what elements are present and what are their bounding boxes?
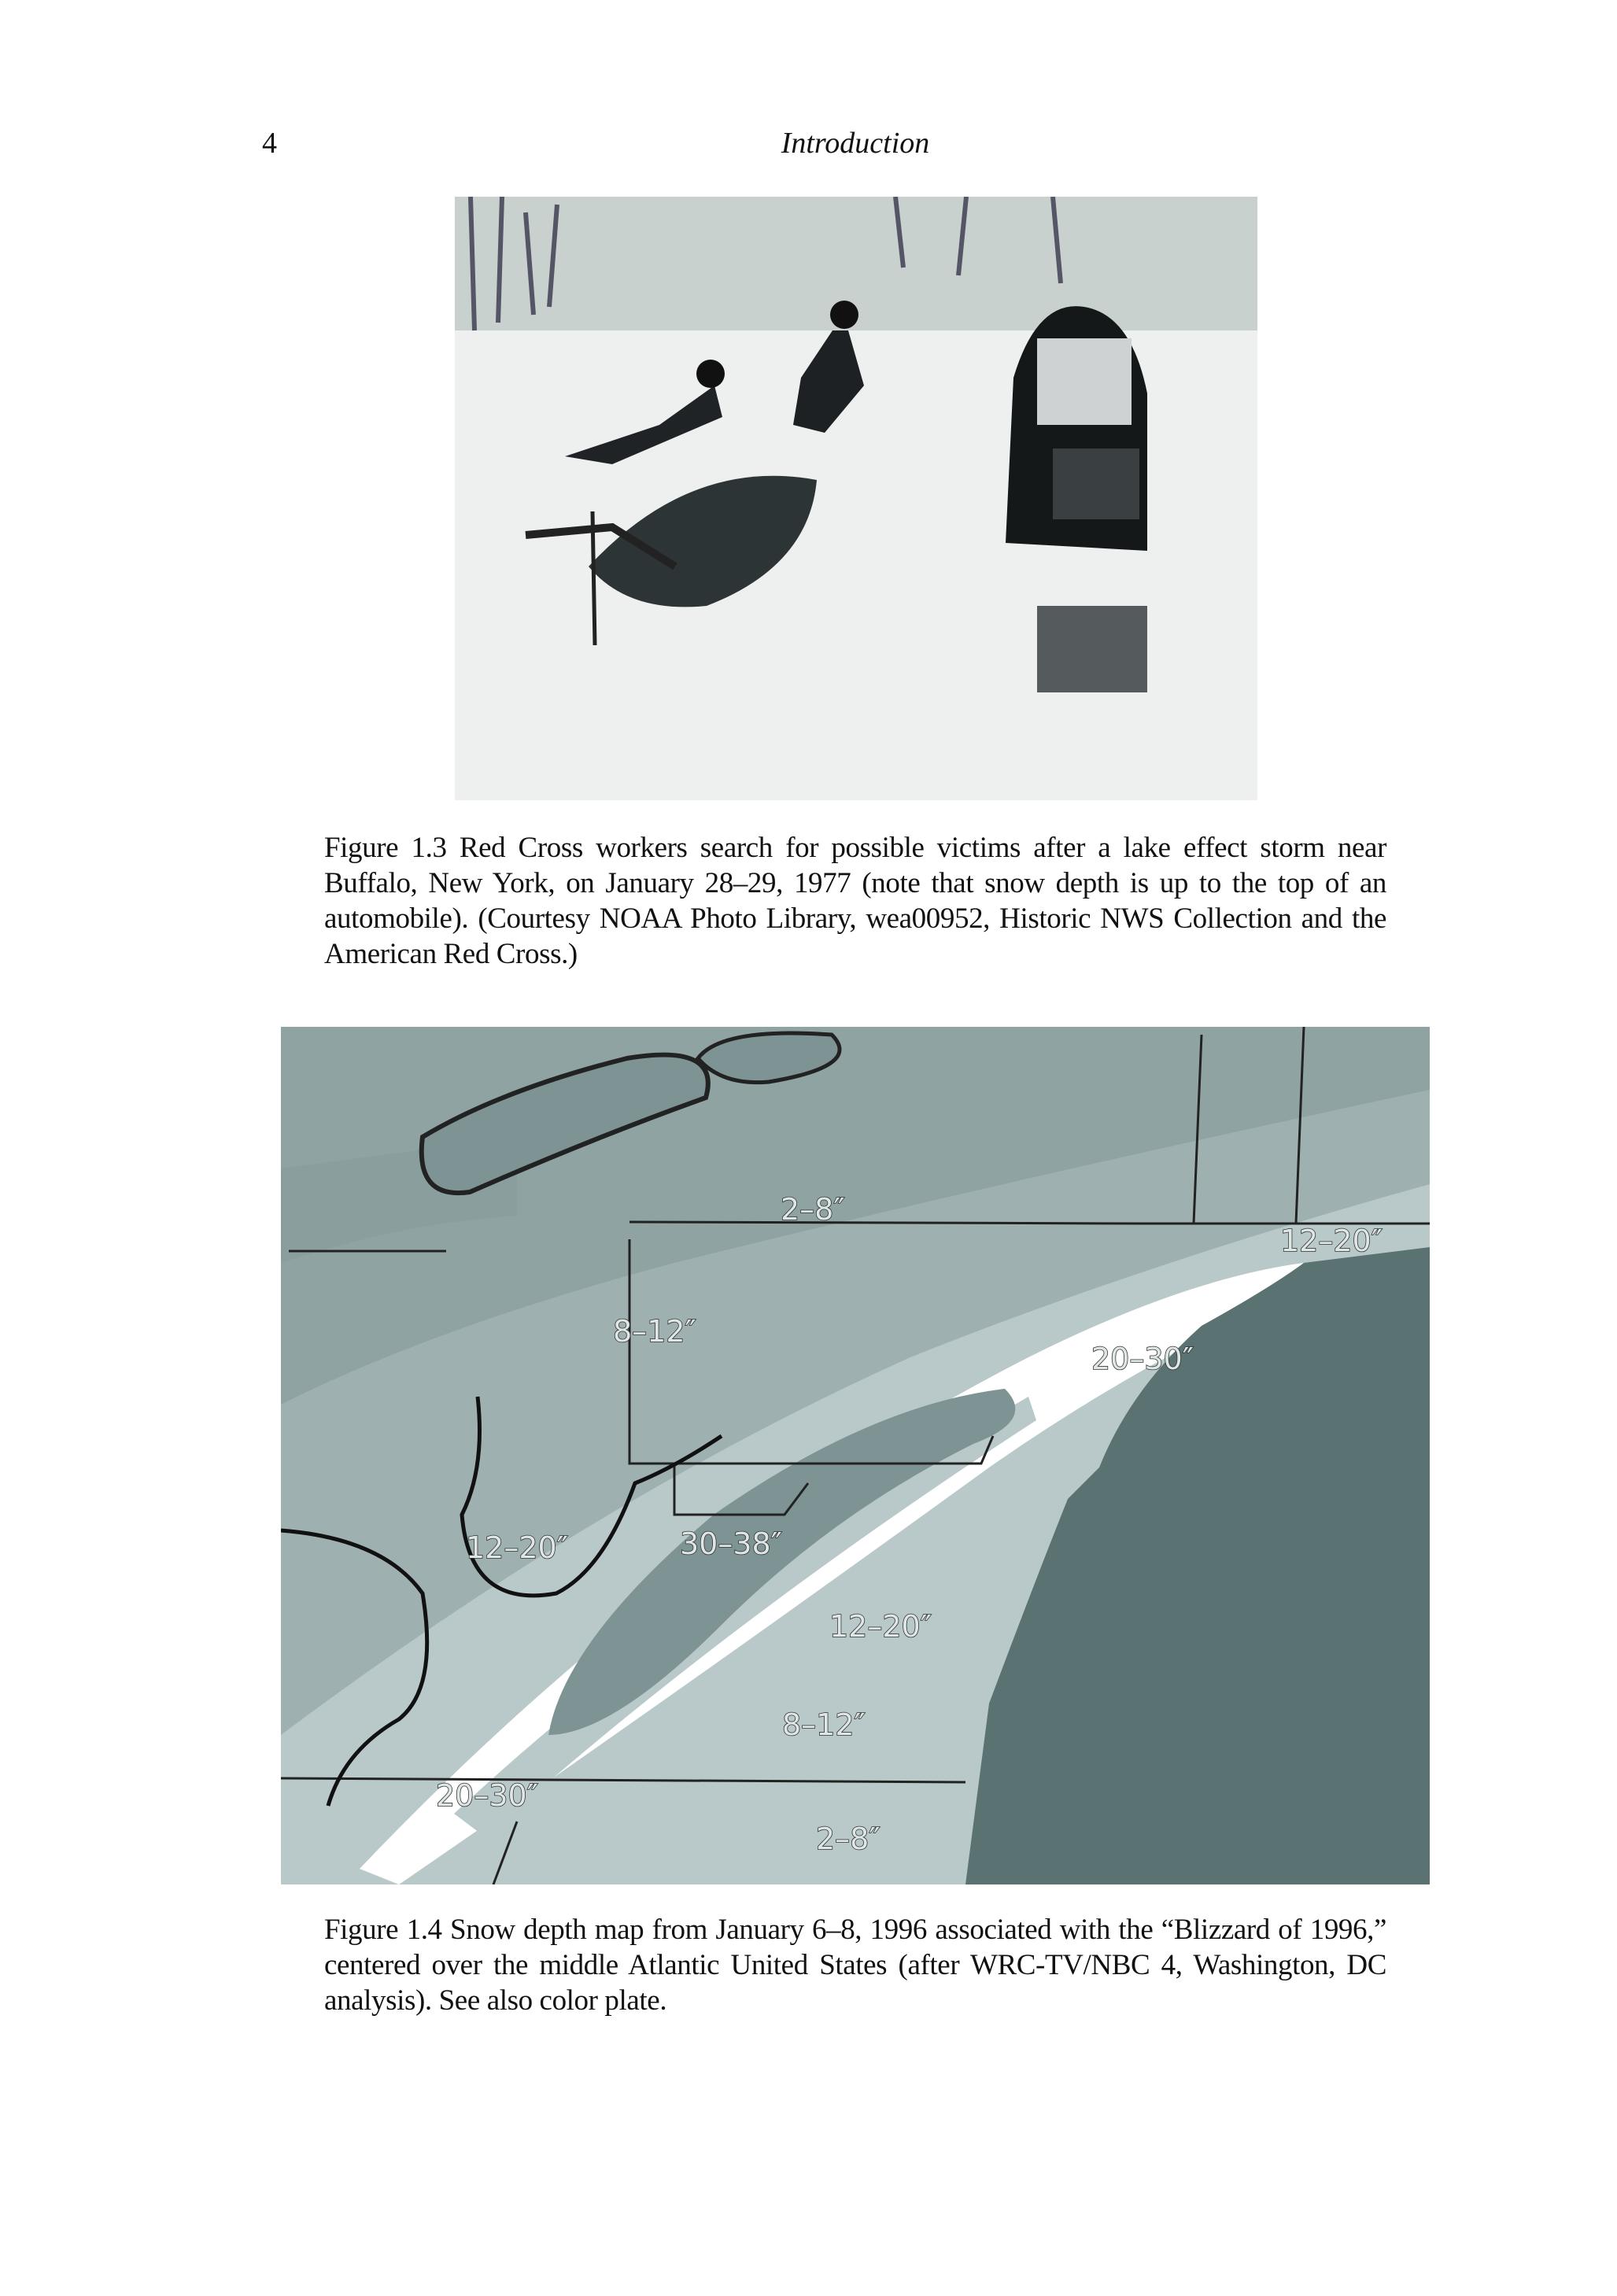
figure-1-4-caption: Figure 1.4 Snow depth map from January 6–8, 1996 associated with the “Blizzard of 1996,” centered over the middle Atlantic United States (after WRC-TV/NBC 4, Washington, DC analysis). See also color plate. [324,1914,1386,2017]
page-number: 4 [262,127,277,160]
map-label-20-30-east: 20–30″ [1091,1342,1194,1376]
map-label-30-38: 30–38″ [680,1526,782,1561]
map-label-12-20-west: 12–20″ [466,1530,568,1565]
running-title: Introduction [781,127,930,160]
map-label-20-30-southwest: 20–30″ [436,1778,538,1813]
map-label-8-12-south: 8–12″ [782,1707,866,1742]
figure-1-4-snow-depth-map [281,1027,1430,1884]
map-label-2-8-south: 2–8″ [816,1822,880,1856]
figure-1-3-caption: Figure 1.3 Red Cross workers search for possible victims after a lake effect storm near Buffalo, New York, on January 28–29, 1977 (note that snow depth is up to the top of an automobile). (Courtesy NOAA Photo Library, wea00952, Historic NWS Collection and the American Red Cross.) [324,832,1386,970]
map-label-8-12-northwest: 8–12″ [613,1314,696,1349]
map-label-12-20-northeast: 12–20″ [1280,1224,1383,1258]
map-label-2-8-north: 2–8″ [781,1192,845,1227]
figure-1-3-photo [455,197,1257,800]
map-label-12-20-south: 12–20″ [829,1609,932,1644]
